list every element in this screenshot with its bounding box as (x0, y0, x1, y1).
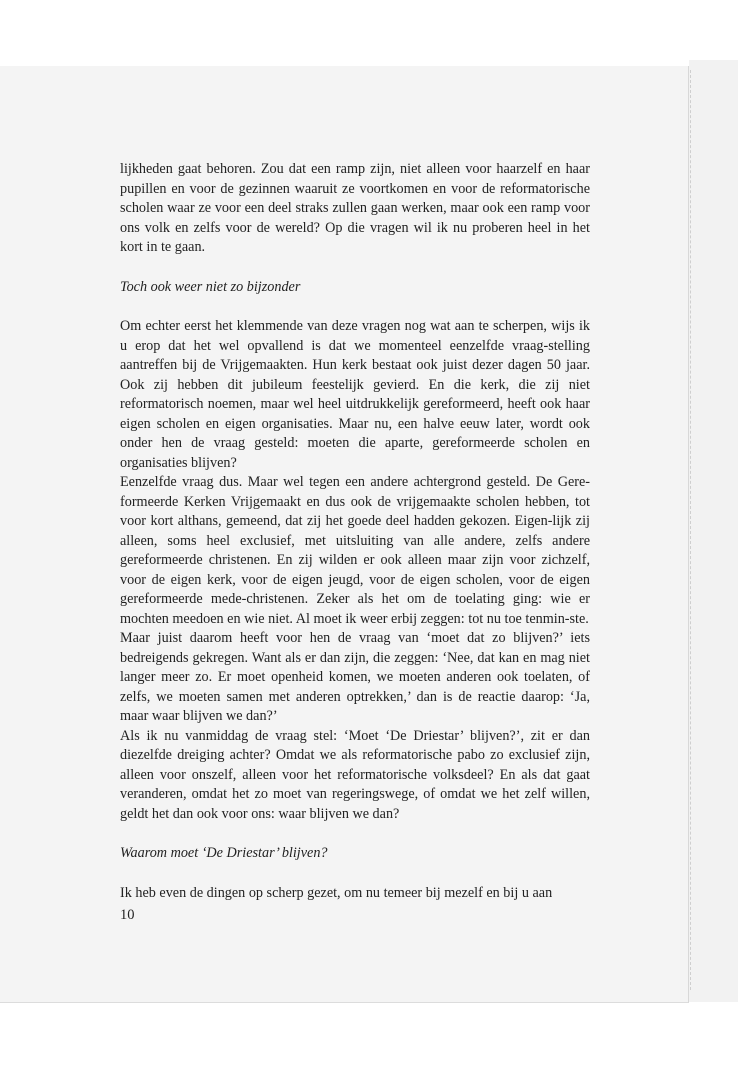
paragraph-4: Maar juist daarom heeft voor hen de vraag van ‘moet dat zo blijven?’ iets bedreigends gekregen. Want als er dan zijn, die zeggen: ‘Nee, dat kan en mag niet langer meer zo. Er moet openheid komen, we moeten anderen ook toelaten, of zelfs, we moeten samen met anderen optrekken,’ dan is de reactie daarop: ‘Ja, maar waar blijven we dan?’ (120, 630, 590, 724)
section-heading-2: Waarom moet ‘De Driestar’ blijven? (120, 845, 328, 861)
next-page-edge (689, 60, 738, 1002)
paragraph-3: Eenzelfde vraag dus. Maar wel tegen een andere achtergrond gesteld. De Gere-formeerde Kerken Vrijgemaakt en dus ook de vrijgemaakte scholen hebben, tot voor kort althans, gemeend, dat zij het goede deel hadden gekozen. Eigen-lijk zij alleen, soms heel exclusief, met uitsluiting van alle andere, zelfs andere gereformeerde christenen. En zij wilden er ook alleen maar zijn voor zichzelf, voor de eigen kerk, voor de eigen jeugd, voor de eigen scholen, voor de eigen gereformeerde mede-christenen. Zeker als het om de toelating ging: wie er mochten meedoen en wie niet. Al moet ik weer erbij zeggen: tot nu toe tenmin-ste. (120, 474, 590, 627)
paragraph-1: lijkheden gaat behoren. Zou dat een ramp zijn, niet alleen voor haarzelf en haar pupillen en voor de gezinnen waaruit ze voortkomen en voor de reformatorische scholen waar ze voor een deel straks zullen gaan werken, maar ook een ramp voor ons volk en zelfs voor de wereld? Op die vragen wil ik nu proberen heel in het kort in te gaan. (120, 161, 590, 255)
section-heading-1: Toch ook weer niet zo bijzonder (120, 278, 301, 295)
page-body (120, 160, 590, 903)
paragraph-6: Ik heb even de dingen op scherp gezet, om nu temeer bij mezelf en bij u aan (120, 884, 553, 901)
paragraph-5: Als ik nu vanmiddag de vraag stel: ‘Moet ‘De Driestar’ blijven?’, zit er dan diezelfde dreiging achter? Omdat we als reformatorische pabo zo exclusief zijn, alleen voor onszelf, alleen voor het reformatorische volksdeel? En als dat gaat veranderen, omdat het zo moet van regeringswege, of omdat we het zelf willen, geldt het dan ook voor ons: waar blijven we dan? (120, 727, 590, 822)
paragraph-2: Om echter eerst het klemmende van deze vragen nog wat aan te scherpen, wijs ik u erop dat het wel opvallend is dat we momenteel eenzelfde vraag-stelling aantreffen bij de Vrijgemaakten. Hun kerk bestaat ook juist dezer dagen 50 jaar. Ook zij hebben dit jubileum feestelijk gevierd. En die kerk, die zij niet reformatorisch noemen, maar wel heel uitdrukkelijk gereformeerd, heeft ook haar eigen scholen en eigen organisaties. Maar nu, een halve eeuw later, wordt ook onder hen de vraag gesteld: moeten die aparte, gereformeerde scholen en organisaties blijven? (120, 318, 590, 471)
page-edge-line (690, 70, 692, 990)
page-number: 10 (120, 907, 135, 923)
